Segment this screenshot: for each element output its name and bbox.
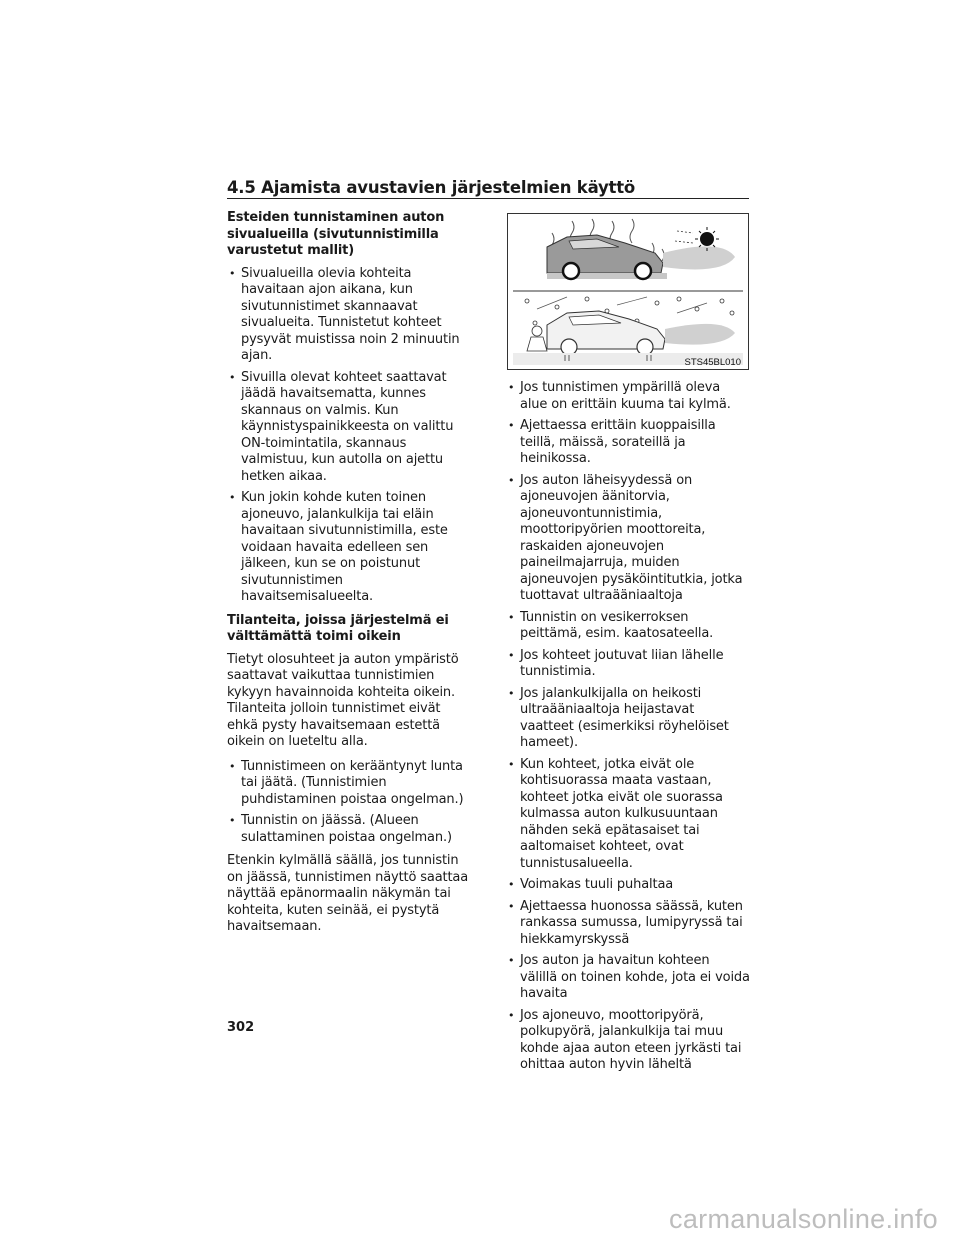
side-detection-list: [227, 266, 472, 606]
list-item: • Kun kohteet, jotka eivät ole kohtisuorassa maata vastaan, kohteet jotka eivät ole suorassa kulmassa auton kulkusuuntaan nähden sekä epätasaiset tai aaltomaiset kohteet, ovat tunnistusalueella.: [506, 757, 750, 873]
snow-ice-list: [227, 759, 472, 847]
list-item: • Jos auton läheisyydessä on ajoneuvojen äänitorvia, ajoneuvontunnistimia, moottoripyörien moottoreita, raskaiden ajoneuvojen paineilmajarruja, muiden ajoneuvojen pysäköintitutkia, jotka tuottavat ultraääniaaltoja: [506, 473, 750, 605]
intro-paragraph: Tietyt olosuhteet ja auton ympäristö saattavat vaikuttaa tunnistimien kykyyn havainnoida kohteita oikein. Tilanteita jolloin tunnistimet eivät ehkä pysty havaitsemaan estettä oikein on lueteltu alla.: [227, 651, 459, 749]
list-item: • Sivuilla olevat kohteet saattavat jäädä havaitsematta, kunnes skannaus on valmis. Kun käynnistyspainikkeesta on valittu ON-toimintatila, skannaus valmistuu, kun autolla on ajettu hetken aikaa.: [227, 370, 472, 486]
list-item: • Tunnistin on vesikerroksen peittämä, esim. kaatosateella.: [506, 610, 750, 643]
right-column: [506, 380, 750, 1081]
list-item: • Jos tunnistimen ympärillä oleva alue on erittäin kuuma tai kylmä.: [506, 380, 750, 413]
sensor-side-heading: Esteiden tunnistaminen auton sivualueilla (sivutunnistimilla varustetut mallit): [227, 210, 445, 258]
header-divider: [227, 198, 749, 199]
list-item: • Tunnistimeen on kerääntynyt lunta tai jäätä. (Tunnistimien puhdistaminen poistaa ongelman.): [227, 759, 472, 809]
watermark-text: carmanualsonline.info: [669, 1204, 938, 1234]
cold-weather-paragraph: Etenkin kylmällä säällä, jos tunnistin on jäässä, tunnistimen näyttö saattaa näyttää epänormaalin näkymän tai kohteita, kuten seinää, ei pystytä havaitsemaan.: [227, 853, 469, 934]
list-item: • Jos auton ja havaitun kohteen välillä on toinen kohde, jota ei voida havaita: [506, 953, 750, 1003]
list-item: • Jos jalankulkijalla on heikosti ultraääniaaltoja heijastavat vaatteet (esimerkiksi röyhelöiset hameet).: [506, 686, 750, 752]
conditions-list: [506, 380, 750, 1074]
list-item: • Jos kohteet joutuvat liian lähelle tunnistimia.: [506, 648, 750, 681]
left-column: [227, 210, 472, 944]
figure-code: STS45BL010: [684, 357, 741, 368]
list-item: • Kun jokin kohde kuten toinen ajoneuvo, jalankulkija tai eläin havaitaan sivutunnistimilla, este voidaan havaita edelleen sen jälkeen, kun se on poistunut sivutunnistimen havaitsemisalueelta.: [227, 490, 472, 606]
list-item: • Sivualueilla olevia kohteita havaitaan ajon aikana, kun sivutunnistimet skannaavat sivualueita. Tunnistetut kohteet pysyvät muistissa noin 2 minuutin ajan.: [227, 266, 472, 365]
list-item: • Tunnistin on jäässä. (Alueen sulattaminen poistaa ongelman.): [227, 813, 472, 846]
page-number: 302: [227, 1020, 255, 1035]
list-item: • Ajettaessa huonossa säässä, kuten rankassa sumussa, lumipyryssä tai hiekkamyrskyssä: [506, 899, 750, 949]
sensor-conditions-illustration: [507, 213, 749, 370]
list-item: • Voimakas tuuli puhaltaa: [506, 877, 750, 894]
malfunction-heading: Tilanteita, joissa järjestelmä ei välttämättä toimi oikein: [227, 612, 449, 644]
section-title: 4.5 Ajamista avustavien järjestelmien käyttö: [227, 178, 636, 197]
list-item: • Jos ajoneuvo, moottoripyörä, polkupyörä, jalankulkija tai muu kohde ajaa auton eteen jyrkästi tai ohittaa auton hyvin läheltä: [506, 1008, 750, 1074]
list-item: • Ajettaessa erittäin kuoppaisilla teillä, mäissä, sorateillä ja heinikossa.: [506, 418, 750, 468]
